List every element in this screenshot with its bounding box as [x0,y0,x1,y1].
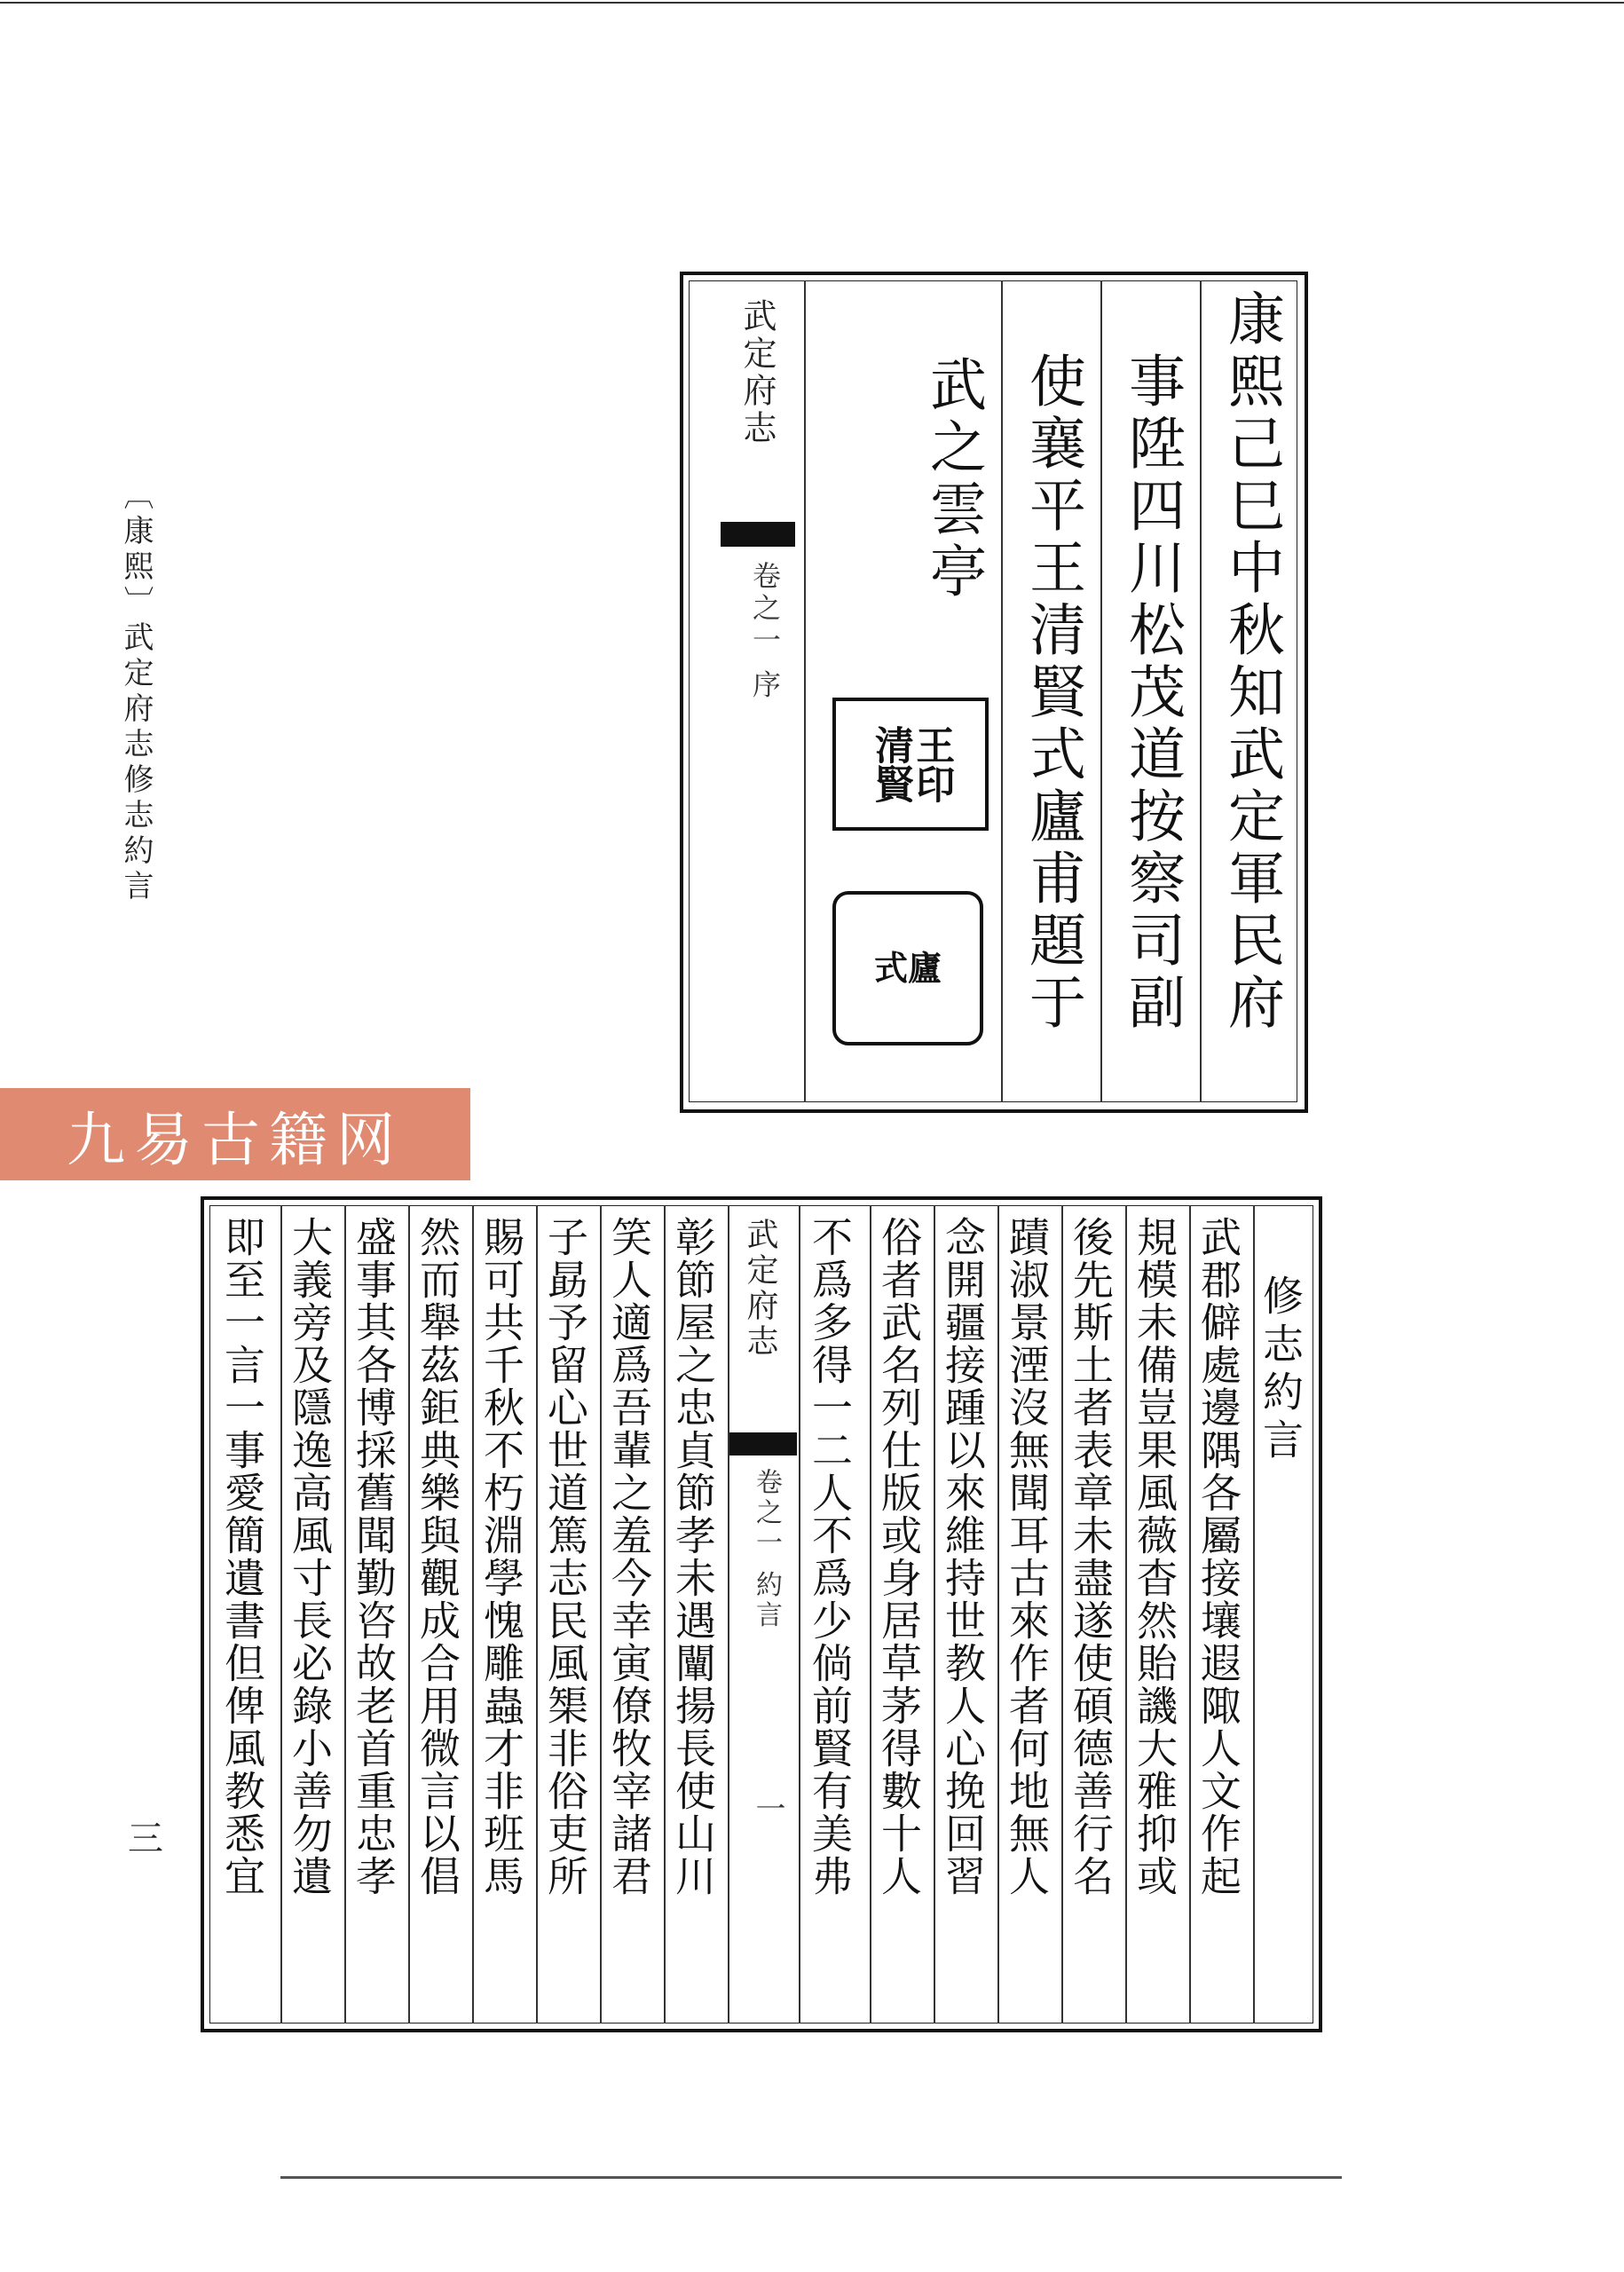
lower-column-1: 武郡僻處邊隅各屬接壤遐陬人文作起 [1194,1216,1242,1897]
col-rule [1189,1205,1191,2024]
upper-column-2: 事陞四川松茂道按察司副 [1119,351,1185,1035]
lower-column-9: 笑人適爲吾輩之羞今幸寅僚牧宰諸君 [605,1216,653,1897]
lower-column-15: 即至一言一事愛簡遺書但俾風教悉宜 [218,1216,266,1897]
seal-second [832,891,983,1045]
watermark-banner [0,1088,470,1180]
col-rule [804,280,806,1102]
lower-column-13: 盛事其各博採舊聞勤咨故老首重忠孝 [350,1216,398,1897]
upper-banxin-title: 武定府志 [737,298,777,447]
lower-banxin-title: 武定府志 [742,1218,778,1360]
col-rule [870,1205,871,2024]
upper-banxin-juan: 卷之一 序 [748,561,782,702]
page-number: 三 [128,1818,163,1859]
lower-column-10: 子勗予留心世道篤志民風榘非俗吏所 [541,1216,589,1897]
lower-column-12: 然而舉茲鉅典樂與觀成合用微言以倡 [414,1216,461,1897]
lower-column-7: 不爲多得一二人不爲少倘前賢有美弗 [806,1216,854,1897]
col-rule [1061,1205,1063,2024]
col-rule [472,1205,474,2024]
col-rule [728,1205,729,2024]
col-rule [1001,280,1003,1102]
col-rule [1125,1205,1127,2024]
lower-column-4: 蹟淑景湮沒無聞耳古來作者何地無人 [1003,1216,1051,1897]
upper-column-1: 康熙己巳中秋知武定軍民府 [1218,289,1284,1035]
running-head-section: 修志約言 [118,763,154,905]
col-rule [344,1205,346,2024]
col-rule [536,1205,538,2024]
seal-second-text: 式廬 [873,948,942,989]
col-rule [997,1205,999,2024]
lower-column-11: 賜可共千秋不朽淵學愧雕蟲才非班馬 [477,1216,525,1897]
lower-column-8: 彰節屋之忠貞節孝未遇闡揚長使山川 [669,1216,717,1897]
col-rule [934,1205,935,2024]
seal-main-text: 王印 清賢 [868,725,955,803]
upper-column-4: 武之雲亭 [920,355,986,604]
watermark-text: 九易古籍网 [67,1105,404,1174]
top-rule [0,2,1624,4]
lower-column-14: 大義旁及隱逸高風寸長必錄小善勿遺 [286,1216,334,1897]
col-rule [408,1205,410,2024]
lower-column-5: 念開疆接踵以來維持世教人心挽回習 [939,1216,987,1897]
lower-column-3: 後先斯土者表章未盡遂使碩德善行名 [1067,1216,1115,1897]
lower-column-2: 規模未備豈果風薇杳然貽譏大雅抑或 [1131,1216,1179,1897]
lower-banxin-juan: 卷之一 約言 [751,1468,782,1631]
col-rule [799,1205,800,2024]
lower-column-6: 俗者武名列仕版或身居草茅得數十人 [875,1216,923,1897]
lower-banxin-leaf: 一 [750,1793,785,1823]
col-rule [1253,1205,1255,2024]
lower-fish-tail [729,1432,797,1456]
upper-column-3: 使襄平王清賢式廬甫題于 [1020,351,1085,1035]
col-rule [664,1205,666,2024]
col-rule [1200,280,1202,1102]
seal-main [832,698,989,831]
upper-fish-tail [721,522,795,547]
lower-heading: 修志約言 [1257,1274,1305,1466]
running-head [118,479,154,763]
col-rule [280,1205,282,2024]
running-head-title: 〔康熙〕武定府志 [118,479,154,763]
col-rule [600,1205,602,2024]
bottom-rule [280,2176,1342,2179]
col-rule [1100,280,1102,1102]
